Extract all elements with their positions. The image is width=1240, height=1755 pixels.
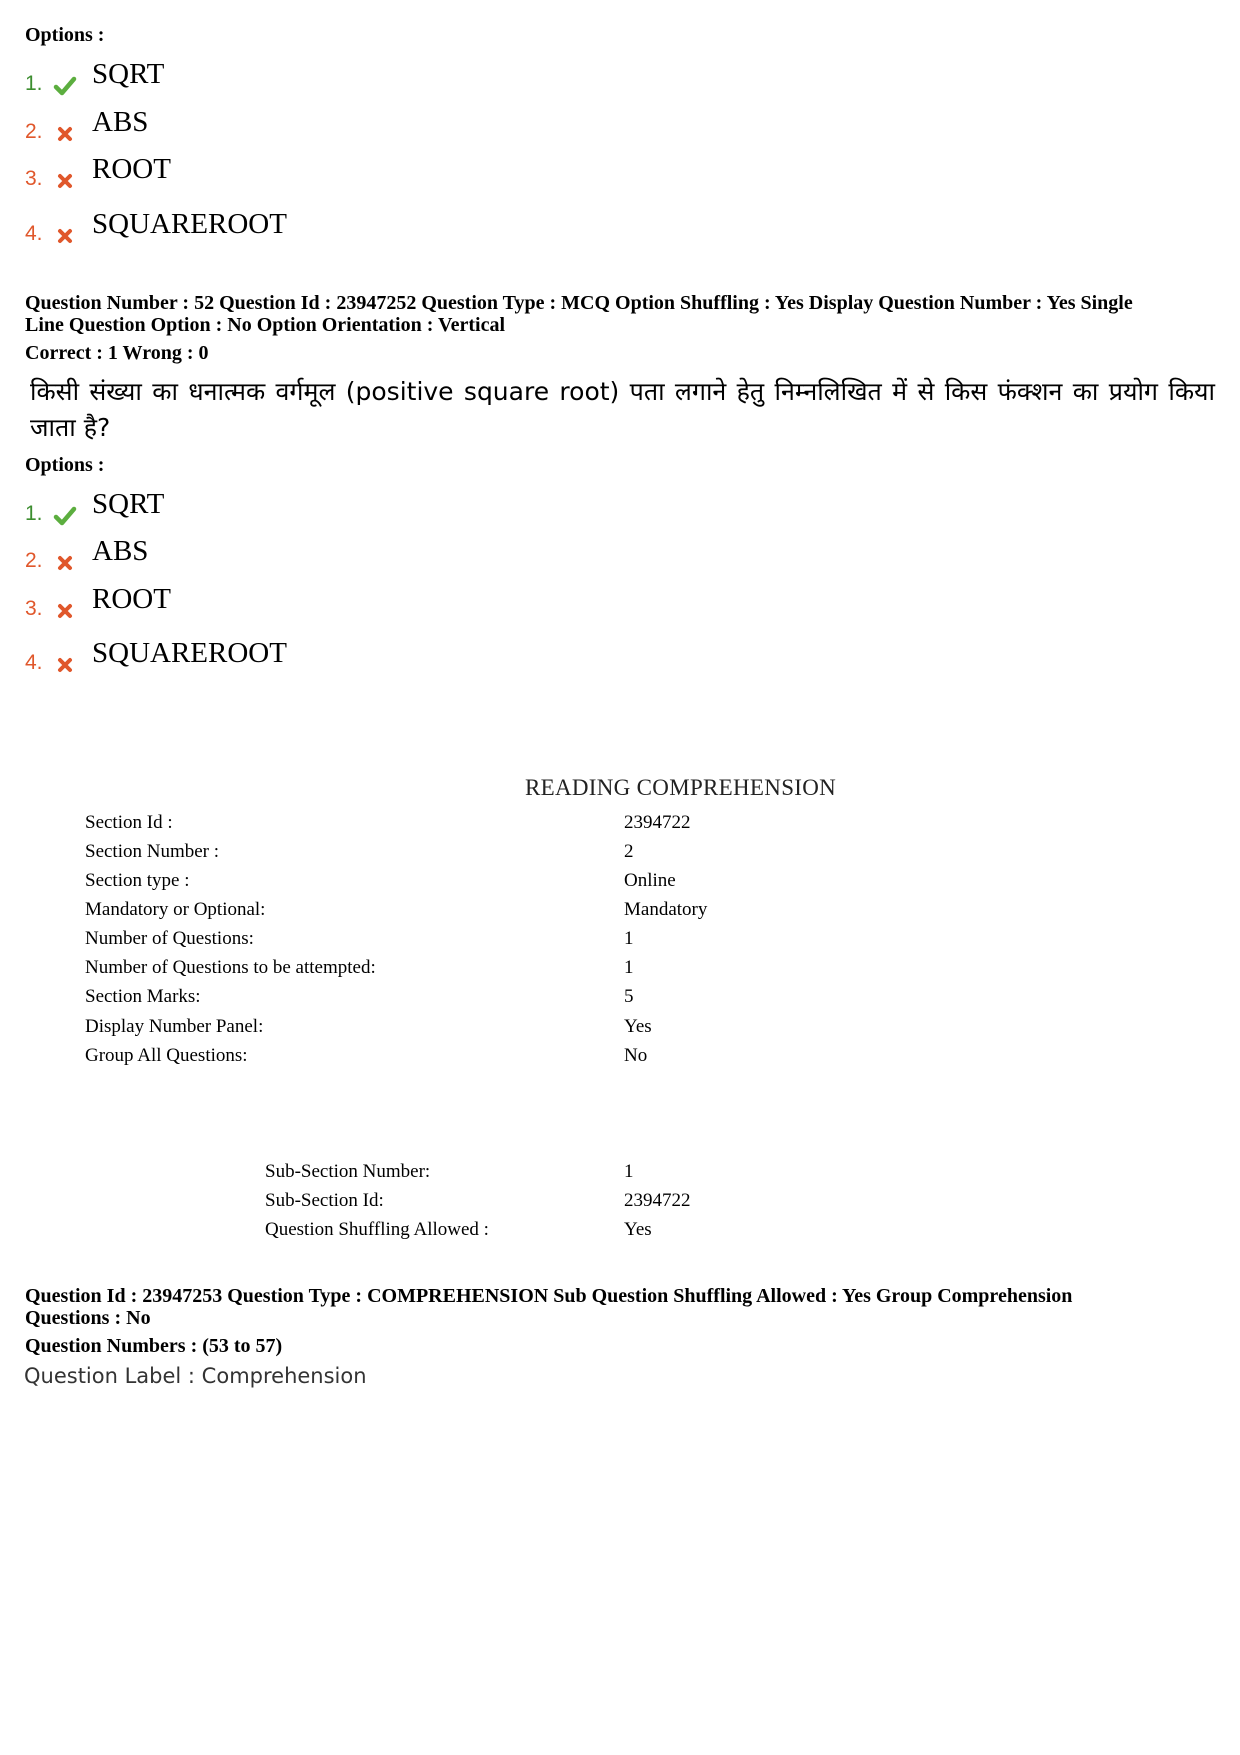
question52-meta-line1: Question Number : 52 Question Id : 23947252 Question Type : MCQ Option Shuffling : Yes Display Question Number : Yes Single xyxy=(25,292,1133,314)
subsection-row-value: Yes xyxy=(624,1219,652,1240)
check-icon xyxy=(53,74,77,98)
section-row-value: 1 xyxy=(624,957,634,978)
subsection-row-value: 2394722 xyxy=(624,1190,691,1211)
comprehension-meta-line2: Questions : No xyxy=(25,1307,151,1329)
option-text: SQRT xyxy=(92,488,165,520)
option-number: 1. xyxy=(25,72,43,95)
section-row-label: Group All Questions: xyxy=(85,1045,248,1066)
comprehension-meta xyxy=(25,1285,1225,1329)
cross-icon xyxy=(53,551,77,575)
section-row-value: No xyxy=(624,1045,648,1066)
option-text: ROOT xyxy=(92,583,171,615)
section-row-value: Yes xyxy=(624,1016,652,1037)
options-label: Options : xyxy=(25,24,105,46)
subsection-row-value: 1 xyxy=(624,1161,634,1182)
option-text: ABS xyxy=(92,535,149,567)
section-title: READING COMPREHENSION xyxy=(525,775,837,800)
question52-text: किसी संख्या का धनात्मक वर्गमूल (positive square root) पता लगाने हेतु निम्नलिखित में से किस फंक्शन का प्रयोग किया जाता है? xyxy=(30,377,1215,442)
section-row-label: Number of Questions to be attempted: xyxy=(85,957,376,978)
section-row-label: Number of Questions: xyxy=(85,928,254,949)
option-number: 3. xyxy=(25,167,43,190)
section-row-label: Section Id : xyxy=(85,812,173,833)
option-number: 2. xyxy=(25,120,43,143)
section-row-label: Section Marks: xyxy=(85,986,201,1007)
section-row-value: 1 xyxy=(624,928,634,949)
question52-marks: Correct : 1 Wrong : 0 xyxy=(25,342,209,364)
section-row-value: Mandatory xyxy=(624,899,708,920)
subsection-row-label: Sub-Section Number: xyxy=(265,1161,431,1182)
section-row-value: 5 xyxy=(624,986,634,1007)
question52-meta xyxy=(25,292,1225,336)
comprehension-meta-line1: Question Id : 23947253 Question Type : COMPREHENSION Sub Question Shuffling Allowed : Yes Group Comprehension xyxy=(25,1285,1073,1307)
subsection-row-label: Question Shuffling Allowed : xyxy=(265,1219,489,1240)
cross-icon xyxy=(53,169,77,193)
section-row-value: 2394722 xyxy=(624,812,691,833)
section-row-value: Online xyxy=(624,870,676,891)
section-row-label: Section type : xyxy=(85,870,190,891)
section-row-label: Display Number Panel: xyxy=(85,1016,264,1037)
option-number: 2. xyxy=(25,549,43,572)
option-number: 1. xyxy=(25,502,43,525)
comprehension-label: Question Label : Comprehension xyxy=(24,1364,367,1388)
comprehension-numbers: Question Numbers : (53 to 57) xyxy=(25,1335,283,1357)
option-number: 4. xyxy=(25,651,43,674)
option-text: ROOT xyxy=(92,153,171,185)
option-text: ABS xyxy=(92,106,149,138)
cross-icon xyxy=(53,224,77,248)
option-number: 3. xyxy=(25,597,43,620)
cross-icon xyxy=(53,653,77,677)
option-text: SQRT xyxy=(92,58,165,90)
question52-meta-line2: Line Question Option : No Option Orientation : Vertical xyxy=(25,314,506,336)
option-number: 4. xyxy=(25,222,43,245)
section-row-label: Section Number : xyxy=(85,841,220,862)
cross-icon xyxy=(53,122,77,146)
section-row-label: Mandatory or Optional: xyxy=(85,899,266,920)
check-icon xyxy=(53,504,77,528)
option-text: SQUAREROOT xyxy=(92,637,287,669)
subsection-row-label: Sub-Section Id: xyxy=(265,1190,384,1211)
option-text: SQUAREROOT xyxy=(92,208,287,240)
cross-icon xyxy=(53,599,77,623)
section-row-value: 2 xyxy=(624,841,634,862)
options-label: Options : xyxy=(25,454,105,476)
